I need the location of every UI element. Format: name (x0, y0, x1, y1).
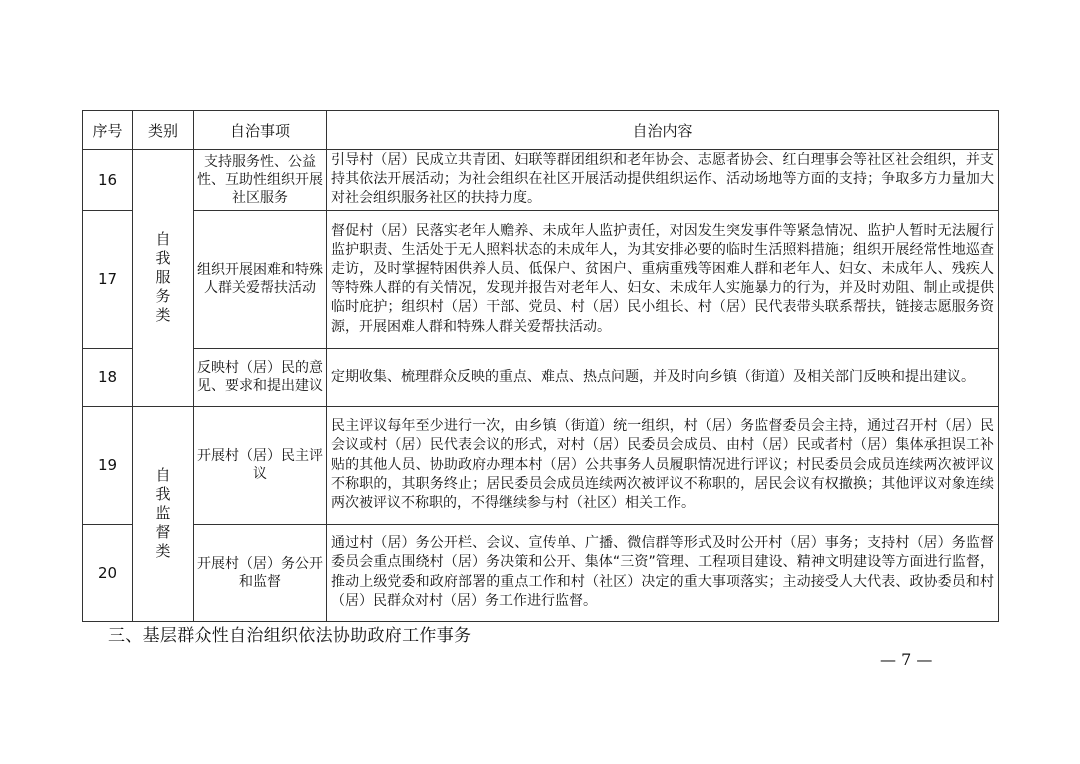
table-row (83, 348, 999, 406)
table-row (83, 210, 999, 348)
table-row (83, 150, 999, 211)
category-char: 监 (155, 504, 171, 523)
category-self-service (133, 150, 194, 407)
category-char: 自 (155, 466, 171, 485)
row-item: 开展村（居）务公开和监督 (194, 524, 327, 621)
section-heading: 三、基层群众性自治组织依法协助政府工作事务 (108, 626, 472, 646)
header-category: 类别 (133, 111, 194, 150)
row-no: 20 (83, 524, 133, 621)
category-char: 类 (155, 306, 171, 325)
row-content: 定期收集、梳理群众反映的重点、难点、热点问题，并及时向乡镇（街道）及相关部门反映和提出建议。 (327, 348, 999, 406)
category-char: 务 (155, 287, 171, 306)
category-char: 我 (155, 485, 171, 504)
row-content: 督促村（居）民落实老年人赡养、未成年人监护责任，对因发生突发事件等紧急情况、监护人暂时无法履行监护职责、生活处于无人照料状态的未成年人，为其安排必要的临时生活照料措施；组织开展经常性地巡查走访，及时掌握特困供养人员、低保户、贫困户、重病重残等困难人群和老年人、妇女、未成年人、残疾人等特殊人群的有关情况，发现并报告对老年人、妇女、未成年人实施暴力的行为，并及时劝阻、制止或提供临时庇护；组织村（居）干部、党员、村（居）民小组长、村（居）民代表带头联系帮扶，链接志愿服务资源，开展困难人群和特殊人群关爱帮扶活动。 (327, 210, 999, 348)
row-content: 通过村（居）务公开栏、会议、宣传单、广播、微信群等形式及时公开村（居）事务；支持村（居）务监督委员会重点围绕村（居）务决策和公开、集体“三资”管理、工程项目建设、精神文明建设等方面进行监督，推动上级党委和政府部署的重点工作和村（社区）决定的重大事项落实；主动接受人大代表、政协委员和村（居）民群众对村（居）务工作进行监督。 (327, 524, 999, 621)
row-item: 组织开展困难和特殊人群关爱帮扶活动 (194, 210, 327, 348)
row-no: 17 (83, 210, 133, 348)
table-row (83, 406, 999, 524)
table-row (83, 524, 999, 621)
page-number: — 7 — (880, 650, 933, 669)
row-no: 19 (83, 406, 133, 524)
category-char: 类 (155, 542, 171, 561)
row-no: 18 (83, 348, 133, 406)
category-self-supervision (133, 406, 194, 621)
row-content: 民主评议每年至少进行一次，由乡镇（街道）统一组织，村（居）务监督委员会主持，通过召开村（居）民会议或村（居）民代表会议的形式，对村（居）民委员会成员、由村（居）民或者村（居）集体承担误工补贴的其他人员、协助政府办理本村（居）公共事务人员履职情况进行评议；村民委员会成员连续两次被评议不称职的，其职务终止；居民委员会成员连续两次被评议不称职的，居民会议有权撤换；其他评议对象连续两次被评议不称职的，不得继续参与村（社区）相关工作。 (327, 406, 999, 524)
table-header-row (83, 111, 999, 150)
header-content: 自治内容 (327, 111, 999, 150)
category-char: 督 (155, 523, 171, 542)
category-char: 自 (155, 230, 171, 249)
header-no: 序号 (83, 111, 133, 150)
category-char: 服 (155, 268, 171, 287)
row-item: 开展村（居）民主评议 (194, 406, 327, 524)
row-content: 引导村（居）民成立共青团、妇联等群团组织和老年协会、志愿者协会、红白理事会等社区社会组织，并支持其依法开展活动；为社会组织在社区开展活动提供组织运作、活动场地等方面的支持；争取多方力量加大对社会组织服务社区的扶持力度。 (327, 150, 999, 211)
autonomy-items-table (82, 110, 999, 622)
header-item: 自治事项 (194, 111, 327, 150)
row-no: 16 (83, 150, 133, 211)
row-item: 支持服务性、公益性、互助性组织开展社区服务 (194, 150, 327, 211)
row-item: 反映村（居）民的意见、要求和提出建议 (194, 348, 327, 406)
category-char: 我 (155, 249, 171, 268)
